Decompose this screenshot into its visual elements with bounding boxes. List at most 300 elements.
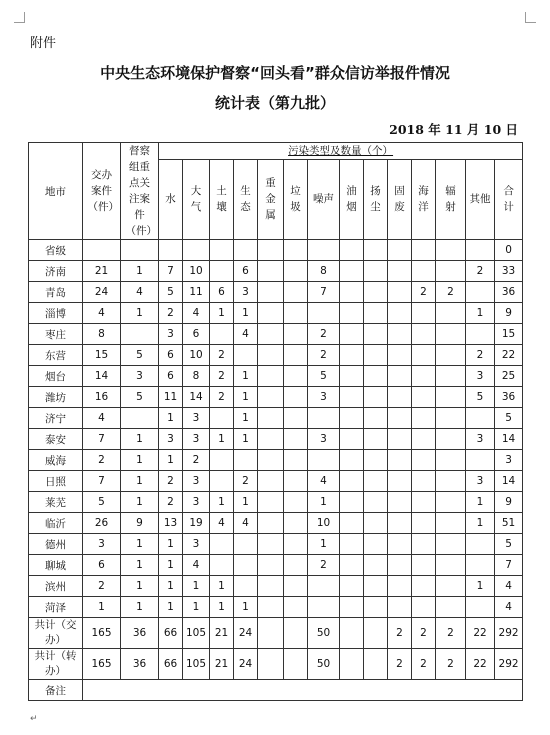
header-type-label: 海洋 [418,185,429,214]
table-row [29,534,523,555]
page-corner-mark-top-right [525,12,536,23]
cell-assigned: 21 [83,261,121,282]
cell-focus: 1 [121,450,159,471]
cell-type-0: 1 [159,576,183,597]
cell-type-3 [234,534,258,555]
cell-assigned: 165 [83,649,121,680]
cell-type-10 [412,576,436,597]
header-type-6 [308,159,340,239]
cell-type-4 [258,471,284,492]
cell-assigned: 7 [83,429,121,450]
cell-type-9: 2 [388,618,412,649]
cell-type-8 [364,450,388,471]
cell-type-10 [412,261,436,282]
header-pollution-text: 污染类型及数量（个） [288,145,394,158]
cell-type-3: 24 [234,649,258,680]
cell-type-6 [308,450,340,471]
cell-assigned: 26 [83,513,121,534]
table-row [29,282,523,303]
cell-type-6: 2 [308,324,340,345]
header-type-label: 大气 [190,185,202,214]
cell-type-0: 3 [159,429,183,450]
cell-type-13: 9 [495,492,523,513]
cell-assigned: 2 [83,450,121,471]
cell-type-7 [340,534,364,555]
header-type-11 [436,159,466,239]
cell-type-9 [388,366,412,387]
cell-type-6: 10 [308,513,340,534]
cell-type-2: 2 [210,387,234,408]
cell-type-11 [436,366,466,387]
cell-type-7 [340,492,364,513]
cell-type-12 [466,555,495,576]
cell-type-7 [340,303,364,324]
cell-type-13: 292 [495,618,523,649]
cell-type-4 [258,429,284,450]
cell-type-1: 10 [183,345,210,366]
header-type-0 [159,159,183,239]
cell-type-0: 1 [159,597,183,618]
cell-type-8 [364,345,388,366]
cell-city: 共计（交办） [29,618,83,649]
cell-type-5 [284,492,308,513]
cell-focus: 5 [121,345,159,366]
cell-type-13: 9 [495,303,523,324]
cell-focus: 36 [121,618,159,649]
cell-type-5 [284,345,308,366]
cell-type-3: 1 [234,387,258,408]
header-type-label: 垃圾 [290,185,301,214]
cell-type-9 [388,597,412,618]
table-row [29,303,523,324]
cell-type-4 [258,366,284,387]
cell-type-9 [388,471,412,492]
cell-type-8 [364,471,388,492]
header-type-label: 重金属 [265,177,276,222]
cell-type-4 [258,345,284,366]
cell-type-8 [364,366,388,387]
cell-type-13: 5 [495,408,523,429]
table-row [29,324,523,345]
cell-type-0: 2 [159,303,183,324]
cell-city: 日照 [29,471,83,492]
cell-type-9 [388,261,412,282]
cell-type-13: 36 [495,387,523,408]
header-type-1 [183,159,210,239]
cell-type-2: 1 [210,576,234,597]
cell-type-7 [340,282,364,303]
cell-type-6 [308,408,340,429]
cell-type-10 [412,366,436,387]
cell-city: 济南 [29,261,83,282]
cell-type-11: 2 [436,618,466,649]
cell-type-9: 2 [388,649,412,680]
cell-focus: 4 [121,282,159,303]
cell-type-8 [364,303,388,324]
cell-type-12 [466,282,495,303]
cell-focus: 1 [121,576,159,597]
cell-type-10 [412,534,436,555]
cell-type-0: 66 [159,649,183,680]
cell-type-0: 7 [159,261,183,282]
cell-type-2 [210,450,234,471]
cell-type-5 [284,303,308,324]
cell-type-5 [284,576,308,597]
header-type-10 [412,159,436,239]
cell-type-12 [466,450,495,471]
cell-type-11 [436,324,466,345]
cell-type-8 [364,597,388,618]
cell-type-3: 1 [234,597,258,618]
table-row [29,471,523,492]
header-type-9 [388,159,412,239]
cell-type-5 [284,261,308,282]
cell-type-8 [364,240,388,261]
cell-focus: 1 [121,429,159,450]
cell-type-13: 5 [495,534,523,555]
cell-type-11 [436,492,466,513]
cell-type-10 [412,387,436,408]
cell-type-1: 1 [183,597,210,618]
cell-type-11 [436,408,466,429]
cell-focus: 36 [121,649,159,680]
cell-focus [121,324,159,345]
cell-city: 莱芜 [29,492,83,513]
table-row [29,261,523,282]
cell-type-10 [412,450,436,471]
cell-type-6: 4 [308,471,340,492]
cell-type-8 [364,618,388,649]
cell-type-13: 25 [495,366,523,387]
cell-type-4 [258,576,284,597]
cell-assigned: 15 [83,345,121,366]
cell-type-11: 2 [436,649,466,680]
header-type-4 [258,159,284,239]
cell-type-5 [284,387,308,408]
cell-type-1: 3 [183,429,210,450]
cell-type-11 [436,387,466,408]
cell-type-10 [412,513,436,534]
cell-type-7 [340,576,364,597]
cell-type-4 [258,597,284,618]
cell-type-2 [210,534,234,555]
cell-type-9 [388,408,412,429]
cell-type-13: 4 [495,597,523,618]
cell-type-12: 22 [466,649,495,680]
cell-assigned: 16 [83,387,121,408]
cell-type-5 [284,429,308,450]
cell-type-13: 4 [495,576,523,597]
cell-type-9 [388,555,412,576]
cell-type-2 [210,471,234,492]
cell-type-0: 1 [159,408,183,429]
cell-assigned: 165 [83,618,121,649]
cell-assigned: 14 [83,366,121,387]
cell-type-1 [183,240,210,261]
cell-type-9 [388,345,412,366]
cell-type-6: 2 [308,555,340,576]
cell-type-10 [412,597,436,618]
header-focus-text: 督察组重点关注案件（件） [125,145,157,237]
cell-type-5 [284,618,308,649]
cell-type-9 [388,513,412,534]
cell-type-8 [364,282,388,303]
cell-type-13: 14 [495,471,523,492]
cell-type-4 [258,534,284,555]
cell-type-12 [466,534,495,555]
cell-type-10 [412,408,436,429]
cell-type-12: 1 [466,492,495,513]
cell-type-6 [308,597,340,618]
cell-type-11 [436,597,466,618]
cell-type-11 [436,534,466,555]
cell-type-6: 1 [308,534,340,555]
cell-type-7 [340,408,364,429]
cell-type-3 [234,240,258,261]
table-row [29,513,523,534]
cell-type-10 [412,240,436,261]
table-row [29,345,523,366]
table-row [29,387,523,408]
remark-row [29,680,523,701]
cell-type-0: 3 [159,324,183,345]
cell-type-1: 10 [183,261,210,282]
cell-type-1: 3 [183,408,210,429]
cell-type-9 [388,492,412,513]
cell-type-9 [388,240,412,261]
cell-type-10 [412,555,436,576]
cell-type-11: 2 [436,282,466,303]
cell-type-11 [436,450,466,471]
header-type-13 [495,159,523,239]
cell-city: 枣庄 [29,324,83,345]
cell-city: 淄博 [29,303,83,324]
cell-type-6 [308,240,340,261]
cell-city: 临沂 [29,513,83,534]
cell-focus [121,408,159,429]
cell-type-12: 3 [466,471,495,492]
cell-type-1: 19 [183,513,210,534]
cell-type-4 [258,282,284,303]
cell-type-3: 2 [234,471,258,492]
attachment-label: 附件 [30,36,57,51]
header-type-label: 辐射 [445,185,456,214]
header-pollution-types [159,143,523,160]
cell-type-8 [364,324,388,345]
header-type-8 [364,159,388,239]
cell-type-0: 2 [159,492,183,513]
header-type-label: 合计 [503,185,514,214]
cell-type-10: 2 [412,618,436,649]
cell-type-8 [364,429,388,450]
cell-type-12: 2 [466,261,495,282]
cell-type-2 [210,240,234,261]
cell-type-0: 6 [159,345,183,366]
cell-type-13: 0 [495,240,523,261]
cell-type-13: 7 [495,555,523,576]
cell-type-11 [436,345,466,366]
cell-assigned: 2 [83,576,121,597]
cell-type-13: 33 [495,261,523,282]
cell-type-3 [234,450,258,471]
cell-type-6 [308,576,340,597]
cell-type-3: 1 [234,429,258,450]
cell-focus: 1 [121,555,159,576]
cell-type-11 [436,261,466,282]
cell-type-8 [364,649,388,680]
total-row [29,618,523,649]
cell-type-1: 105 [183,618,210,649]
header-type-label: 其他 [469,193,491,206]
cell-type-10 [412,492,436,513]
cell-type-2 [210,324,234,345]
cell-type-8 [364,261,388,282]
cell-type-2: 21 [210,649,234,680]
cell-type-4 [258,324,284,345]
cell-type-4 [258,618,284,649]
cell-type-0: 1 [159,534,183,555]
cell-type-7 [340,324,364,345]
document-date: 2018 年 11 月 10 日 [389,122,518,137]
cell-type-7 [340,555,364,576]
cell-type-11 [436,429,466,450]
cell-type-8 [364,513,388,534]
cell-focus: 1 [121,471,159,492]
cell-assigned: 24 [83,282,121,303]
cell-type-12 [466,408,495,429]
cell-type-12 [466,324,495,345]
cell-city: 青岛 [29,282,83,303]
cell-type-1: 3 [183,492,210,513]
cell-type-12: 22 [466,618,495,649]
header-type-label: 固废 [394,185,405,214]
cell-type-2: 6 [210,282,234,303]
cell-type-6: 3 [308,387,340,408]
remark-value[interactable] [83,680,523,701]
cell-type-9 [388,282,412,303]
cell-focus: 1 [121,534,159,555]
table-row [29,408,523,429]
cell-type-1: 4 [183,303,210,324]
cell-type-12 [466,240,495,261]
cell-type-2: 1 [210,492,234,513]
cell-type-9 [388,324,412,345]
cell-type-1: 6 [183,324,210,345]
cell-type-5 [284,408,308,429]
cell-assigned [83,240,121,261]
cell-type-7 [340,387,364,408]
cell-type-2: 2 [210,345,234,366]
cell-type-6: 5 [308,366,340,387]
cell-assigned: 8 [83,324,121,345]
cell-focus: 1 [121,261,159,282]
cell-type-7 [340,471,364,492]
header-focus-cases [121,143,159,240]
cell-type-13: 36 [495,282,523,303]
statistics-table [28,142,523,701]
cell-focus: 9 [121,513,159,534]
cell-type-9 [388,387,412,408]
cell-type-6: 1 [308,492,340,513]
cell-type-4 [258,408,284,429]
cell-type-5 [284,366,308,387]
cell-assigned: 6 [83,555,121,576]
header-type-label: 生态 [240,185,251,214]
cell-type-11 [436,555,466,576]
cell-type-4 [258,649,284,680]
cell-type-0: 13 [159,513,183,534]
table-row [29,450,523,471]
cell-type-1: 14 [183,387,210,408]
cell-type-11 [436,240,466,261]
cell-type-13: 292 [495,649,523,680]
cell-type-13: 15 [495,324,523,345]
cell-type-12: 3 [466,366,495,387]
cell-type-4 [258,513,284,534]
cell-type-12 [466,597,495,618]
cell-type-0: 2 [159,471,183,492]
cell-type-0: 66 [159,618,183,649]
cell-type-3: 24 [234,618,258,649]
table-row [29,366,523,387]
header-assigned-text: 交办案件（件） [87,169,119,213]
cell-type-5 [284,555,308,576]
cell-type-9 [388,429,412,450]
table-row [29,429,523,450]
cell-type-10: 2 [412,282,436,303]
cell-city: 菏泽 [29,597,83,618]
cell-type-12: 3 [466,429,495,450]
cell-type-10 [412,303,436,324]
cell-type-2: 2 [210,366,234,387]
cell-type-2: 1 [210,303,234,324]
cell-type-11 [436,303,466,324]
cell-type-8 [364,555,388,576]
cell-type-10 [412,345,436,366]
cell-focus: 1 [121,597,159,618]
cell-type-3: 4 [234,513,258,534]
cell-type-5 [284,450,308,471]
cell-assigned: 5 [83,492,121,513]
cell-type-8 [364,408,388,429]
total-row [29,649,523,680]
cell-type-3: 1 [234,303,258,324]
cell-assigned: 1 [83,597,121,618]
cell-type-7 [340,261,364,282]
cell-type-2: 1 [210,597,234,618]
cell-type-5 [284,649,308,680]
cell-type-2: 4 [210,513,234,534]
cell-type-8 [364,534,388,555]
cell-type-4 [258,303,284,324]
table-row [29,492,523,513]
document-title: 中央生态环境保护督察“回头看”群众信访举报件情况 [100,64,450,82]
cell-type-12: 2 [466,345,495,366]
page-corner-mark-top-left [14,12,25,23]
cell-type-12: 5 [466,387,495,408]
cell-type-5 [284,240,308,261]
cell-type-8 [364,576,388,597]
cell-type-5 [284,597,308,618]
cell-type-10 [412,471,436,492]
cell-city: 济宁 [29,408,83,429]
cell-type-11 [436,513,466,534]
cell-assigned: 4 [83,408,121,429]
cell-type-3: 1 [234,366,258,387]
cell-type-6: 50 [308,649,340,680]
table-row [29,576,523,597]
cell-type-7 [340,597,364,618]
